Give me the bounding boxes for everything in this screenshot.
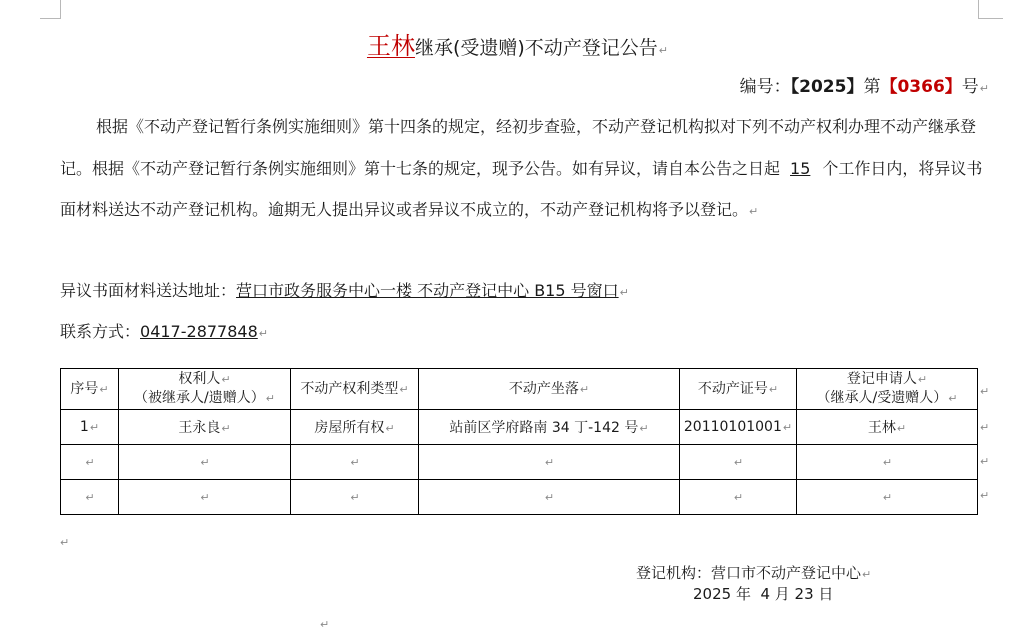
body-part1: 根据《不动产登记暂行条例实施细则》第十四条的规定，经初步查验，不动产登记机构拟对下列不动产权利办理不动产继承登记。根据《不动产登记暂行条例实施细则》第十七条的规定，现予公告。如有异议，请自本公告之日起 <box>60 117 977 178</box>
cell-right-type: ↵ <box>291 445 419 480</box>
cell-location: ↵ <box>419 480 680 515</box>
header-holder: 权利人↵ （被继承人/遗赠人）↵ <box>119 369 291 410</box>
document-number <box>740 72 989 97</box>
header-location: 不动产坐落↵ <box>419 369 680 410</box>
paragraph-mark-icon: ↵ <box>60 536 70 549</box>
contact-value: 0417-2877848 <box>140 322 258 341</box>
table-row <box>61 410 978 445</box>
body-days: 15 <box>790 158 811 178</box>
contact-info <box>60 319 268 342</box>
cell-applicant: ↵ <box>797 480 978 515</box>
paragraph-mark-icon: ↵ <box>979 82 989 95</box>
row-end-mark-icon: ↵ <box>980 421 990 434</box>
table-header-row <box>61 369 978 410</box>
header-right-type: 不动产权利类型↵ <box>291 369 419 410</box>
cell-holder: ↵ <box>119 445 291 480</box>
title-name: 王林 <box>366 32 415 60</box>
title-rest: 继承(受遗赠)不动产登记公告 <box>414 37 658 59</box>
notice-body <box>60 106 985 233</box>
body-part2: 个工作日内，将异议书面材料送达不动产登记机构。逾期无人提出异议或者异议不成立的，不动产登记机构将予以登记。 <box>60 158 983 219</box>
docno-di: 第 <box>863 77 881 97</box>
row-end-mark-icon: ↵ <box>980 489 990 502</box>
header-cert-no: 不动产证号↵ <box>680 369 797 410</box>
cell-right-type: ↵ <box>291 480 419 515</box>
docno-year: 【2025】 <box>790 77 864 97</box>
property-table <box>60 368 978 515</box>
row-end-mark-icon: ↵ <box>980 385 990 398</box>
cell-applicant: ↵ <box>797 445 978 480</box>
header-seq: 序号↵ <box>61 369 119 410</box>
paragraph-mark-icon: ↵ <box>320 618 330 631</box>
docno-hao: 号 <box>961 77 979 97</box>
cell-cert-no: ↵ <box>680 480 797 515</box>
address-label: 异议书面材料送达地址： <box>60 281 237 300</box>
cell-holder: 王永良↵ <box>119 410 291 445</box>
cell-applicant: 王林↵ <box>797 410 978 445</box>
paragraph-mark-icon: ↵ <box>658 44 669 57</box>
table-row <box>61 445 978 480</box>
paragraph-mark-icon: ↵ <box>258 327 268 340</box>
objection-address <box>60 278 629 301</box>
cell-location: ↵ <box>419 445 680 480</box>
notice-title <box>0 26 1035 61</box>
crop-mark-top-left <box>40 0 61 19</box>
header-applicant: 登记申请人↵ （继承人/受遗赠人）↵ <box>797 369 978 410</box>
registration-authority: 登记机构：营口市不动产登记中心↵ <box>636 564 872 582</box>
cell-seq: ↵ <box>61 480 119 515</box>
cell-location: 站前区学府路南 34 丁-142 号↵ <box>419 410 680 445</box>
cell-cert-no: 20110101001↵ <box>680 410 797 445</box>
contact-label: 联系方式： <box>60 322 141 341</box>
paragraph-mark-icon: ↵ <box>619 286 629 299</box>
cell-seq: ↵ <box>61 445 119 480</box>
docno-label: 编号： <box>739 77 791 97</box>
docno-number: 【0366】 <box>880 77 962 97</box>
cell-cert-no: ↵ <box>680 445 797 480</box>
notice-date: 2025 年 4 月 23 日 <box>693 585 834 603</box>
address-value: 营口市政务服务中心一楼 不动产登记中心 B15 号窗口 <box>236 281 619 300</box>
cell-seq: 1↵ <box>61 410 119 445</box>
cell-right-type: 房屋所有权↵ <box>291 410 419 445</box>
cell-holder: ↵ <box>119 480 291 515</box>
table-row <box>61 480 978 515</box>
paragraph-mark-icon: ↵ <box>749 205 759 218</box>
row-end-mark-icon: ↵ <box>980 455 990 468</box>
crop-mark-top-right <box>978 0 1003 19</box>
